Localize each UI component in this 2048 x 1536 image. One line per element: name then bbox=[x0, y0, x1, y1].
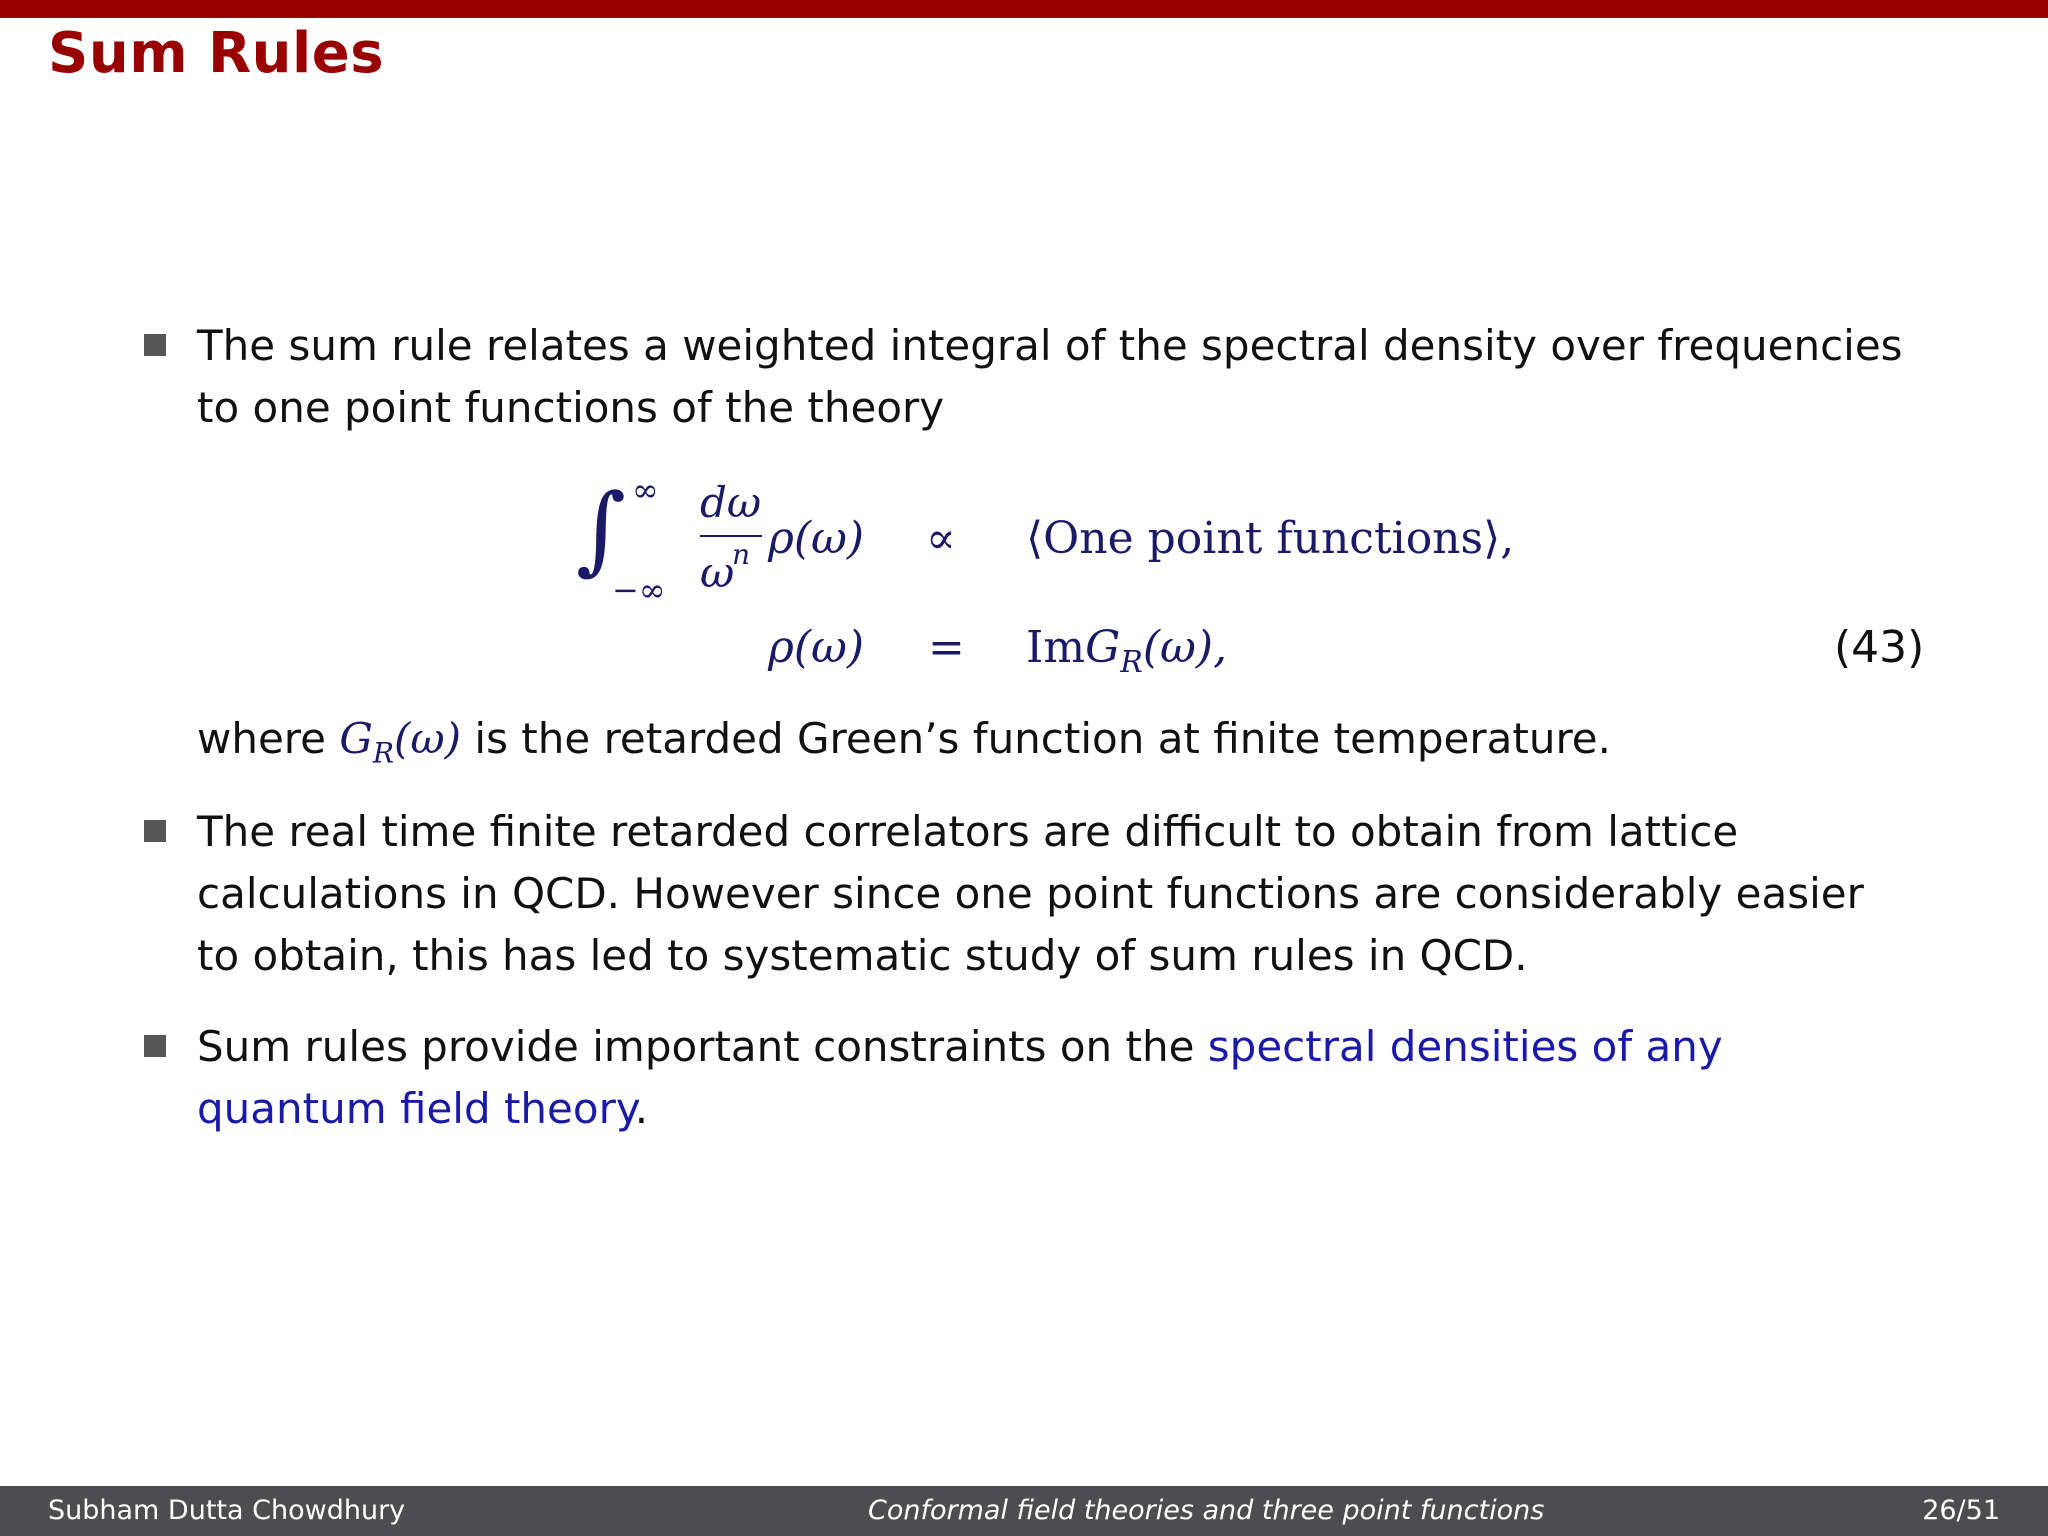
rhs-one-point-functions: ⟨One point functions⟩, bbox=[1026, 513, 1515, 564]
bullet-marker bbox=[144, 820, 166, 842]
fraction-bar bbox=[700, 535, 762, 537]
where-prefix: where bbox=[197, 714, 340, 763]
slide-title: Sum Rules bbox=[48, 21, 385, 86]
rhs-im-green-function bbox=[1026, 618, 1227, 693]
footer-bar bbox=[0, 1486, 2048, 1536]
bullet-tail: . bbox=[634, 1084, 649, 1133]
bullet-text-line bbox=[197, 1078, 648, 1140]
where-rest: is the retarded Green’s function at finite temperature. bbox=[461, 714, 1612, 763]
rho-omega: ρ(ω) bbox=[768, 513, 865, 564]
integral-upper-limit: ∞ bbox=[632, 471, 659, 509]
bullet-text-line: calculations in QCD. However since one point functions are considerably easier bbox=[197, 869, 1864, 918]
bullet-text-line: to obtain, this has led to systematic study of sum rules in QCD. bbox=[197, 931, 1528, 980]
im-operator: Im bbox=[1026, 622, 1086, 673]
equation-number: (43) bbox=[1834, 622, 1925, 673]
bullet-marker bbox=[144, 1035, 166, 1057]
where-green-argument: (ω) bbox=[394, 714, 462, 763]
lhs-rho-omega: ρ(ω) bbox=[768, 622, 865, 673]
equals-symbol: = bbox=[928, 622, 965, 673]
link-spectral-densities[interactable]: spectral densities of any bbox=[1207, 1022, 1723, 1071]
green-subscript: R bbox=[1120, 644, 1143, 680]
where-green-subscript: R bbox=[372, 736, 395, 770]
bullet-marker bbox=[144, 334, 166, 356]
integral-sign: ∫ bbox=[576, 473, 627, 585]
fraction-denominator: ω bbox=[700, 548, 735, 597]
fraction-exponent: n bbox=[732, 538, 751, 571]
integral-lower-limit: −∞ bbox=[612, 571, 666, 609]
link-quantum-field-theory[interactable]: quantum field theory bbox=[197, 1084, 635, 1133]
bullet-text-line: The real time finite retarded correlators are difficult to obtain from lattice bbox=[197, 807, 1739, 856]
where-green-g: G bbox=[339, 714, 373, 763]
footer-author: Subham Dutta Chowdhury bbox=[48, 1495, 406, 1526]
green-g: G bbox=[1085, 622, 1121, 673]
top-accent-bar bbox=[0, 0, 2048, 18]
bullet-text: Sum rules provide important constraints on the bbox=[197, 1022, 1208, 1071]
bullet-text-line bbox=[197, 1016, 1723, 1078]
where-clause bbox=[197, 708, 1611, 784]
bullet-text-line: to one point functions of the theory bbox=[197, 383, 945, 432]
footer-page-number: 26/51 bbox=[1922, 1495, 2000, 1526]
green-argument: (ω), bbox=[1142, 622, 1228, 673]
footer-talk-title: Conformal field theories and three point functions bbox=[868, 1495, 1545, 1526]
bullet-text-line: The sum rule relates a weighted integral of the spectral density over frequencies bbox=[197, 321, 1903, 370]
fraction-numerator: dω bbox=[700, 478, 762, 527]
proportional-symbol: ∝ bbox=[926, 513, 956, 564]
